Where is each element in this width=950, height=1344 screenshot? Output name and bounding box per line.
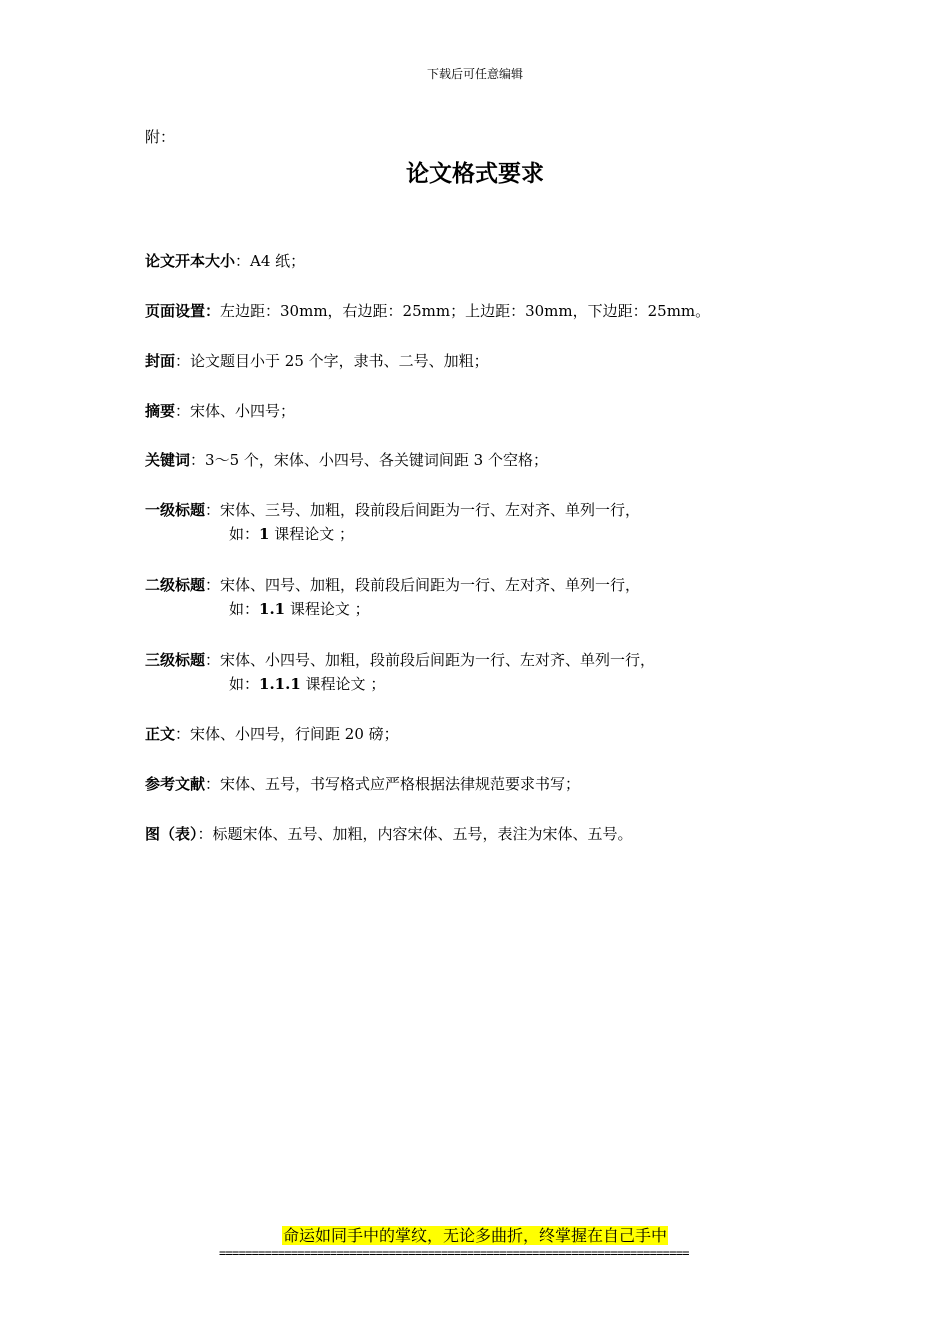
item-label: 图（表） xyxy=(145,825,198,843)
item-text: 宋体、三号、加粗，段前段后间距为一行、左对齐、单列一行， xyxy=(220,501,641,519)
item-text: 宋体、小四号、加粗，段前段后间距为一行、左对齐、单列一行， xyxy=(220,651,656,669)
item-label: 页面设置： xyxy=(145,302,221,320)
item-text: 宋体、五号，书写格式应严格根据法律规范要求书写； xyxy=(220,775,581,793)
item-separator: ： xyxy=(205,775,221,793)
item-page-size xyxy=(145,249,825,273)
example-number: 1 xyxy=(259,525,270,543)
item-label: 三级标题 xyxy=(145,651,206,669)
item-separator: ： xyxy=(205,576,221,594)
item-references xyxy=(145,772,825,796)
item-body-text xyxy=(145,722,825,746)
item-separator: ： xyxy=(235,252,251,270)
footer-motto-highlight: 命运如同手中的掌纹，无论多曲折，终掌握在自己手中 xyxy=(282,1226,667,1245)
example-text: 课程论文 ； xyxy=(285,600,370,618)
item-example xyxy=(145,672,825,696)
page-header: 下载后可任意编辑 xyxy=(426,67,523,81)
example-text: 课程论文 ； xyxy=(300,675,386,693)
example-prefix: 如： xyxy=(229,600,260,618)
example-number: 1.1.1 xyxy=(259,675,301,693)
item-cover xyxy=(145,349,825,373)
item-separator: ： xyxy=(205,651,221,669)
item-heading-level-1 xyxy=(145,498,825,546)
item-text: 宋体、小四号，行间距 20 磅； xyxy=(190,725,399,743)
item-text: 3～5 个，宋体、小四号、各关键词间距 3 个空格； xyxy=(205,451,548,469)
item-heading-level-3 xyxy=(145,648,825,696)
item-text: 标题宋体、五号、加粗，内容宋体、五号，表注为宋体、五号。 xyxy=(212,825,633,843)
example-prefix: 如： xyxy=(229,675,260,693)
footer-divider: ======================================================================== xyxy=(219,1246,689,1260)
item-separator: ： xyxy=(175,725,191,743)
item-text: 左边距：30mm，右边距：25mm；上边距：30mm，下边距：25mm。 xyxy=(220,302,711,320)
item-text: 宋体、四号、加粗，段前段后间距为一行、左对齐、单列一行， xyxy=(220,576,641,594)
item-abstract xyxy=(145,399,825,423)
item-label: 关键词 xyxy=(145,451,191,469)
item-separator: ： xyxy=(197,825,213,843)
item-label: 参考文献 xyxy=(145,775,206,793)
item-label: 正文 xyxy=(145,725,176,743)
item-keywords xyxy=(145,448,825,472)
example-text: 课程论文 ； xyxy=(269,525,354,543)
item-separator: ： xyxy=(205,501,221,519)
item-text: A4 纸； xyxy=(250,252,306,270)
item-text: 论文题目小于 25 个字，隶书、二号、加粗； xyxy=(190,352,489,370)
item-separator: ： xyxy=(175,352,191,370)
item-heading-level-2 xyxy=(145,573,825,621)
item-label: 摘要 xyxy=(145,402,176,420)
appendix-label: 附： xyxy=(145,128,176,146)
item-example xyxy=(145,522,825,546)
item-label: 论文开本大小 xyxy=(145,252,236,270)
item-label: 一级标题 xyxy=(145,501,206,519)
item-figures-tables xyxy=(145,822,825,846)
item-text: 宋体、小四号； xyxy=(190,402,296,420)
example-number: 1.1 xyxy=(259,600,286,618)
item-separator: ： xyxy=(190,451,206,469)
item-label: 封面 xyxy=(145,352,176,370)
item-label: 二级标题 xyxy=(145,576,206,594)
example-prefix: 如： xyxy=(229,525,260,543)
item-separator: ： xyxy=(175,402,191,420)
item-page-setup xyxy=(145,299,825,323)
item-example xyxy=(145,597,825,621)
document-title: 论文格式要求 xyxy=(406,160,544,187)
